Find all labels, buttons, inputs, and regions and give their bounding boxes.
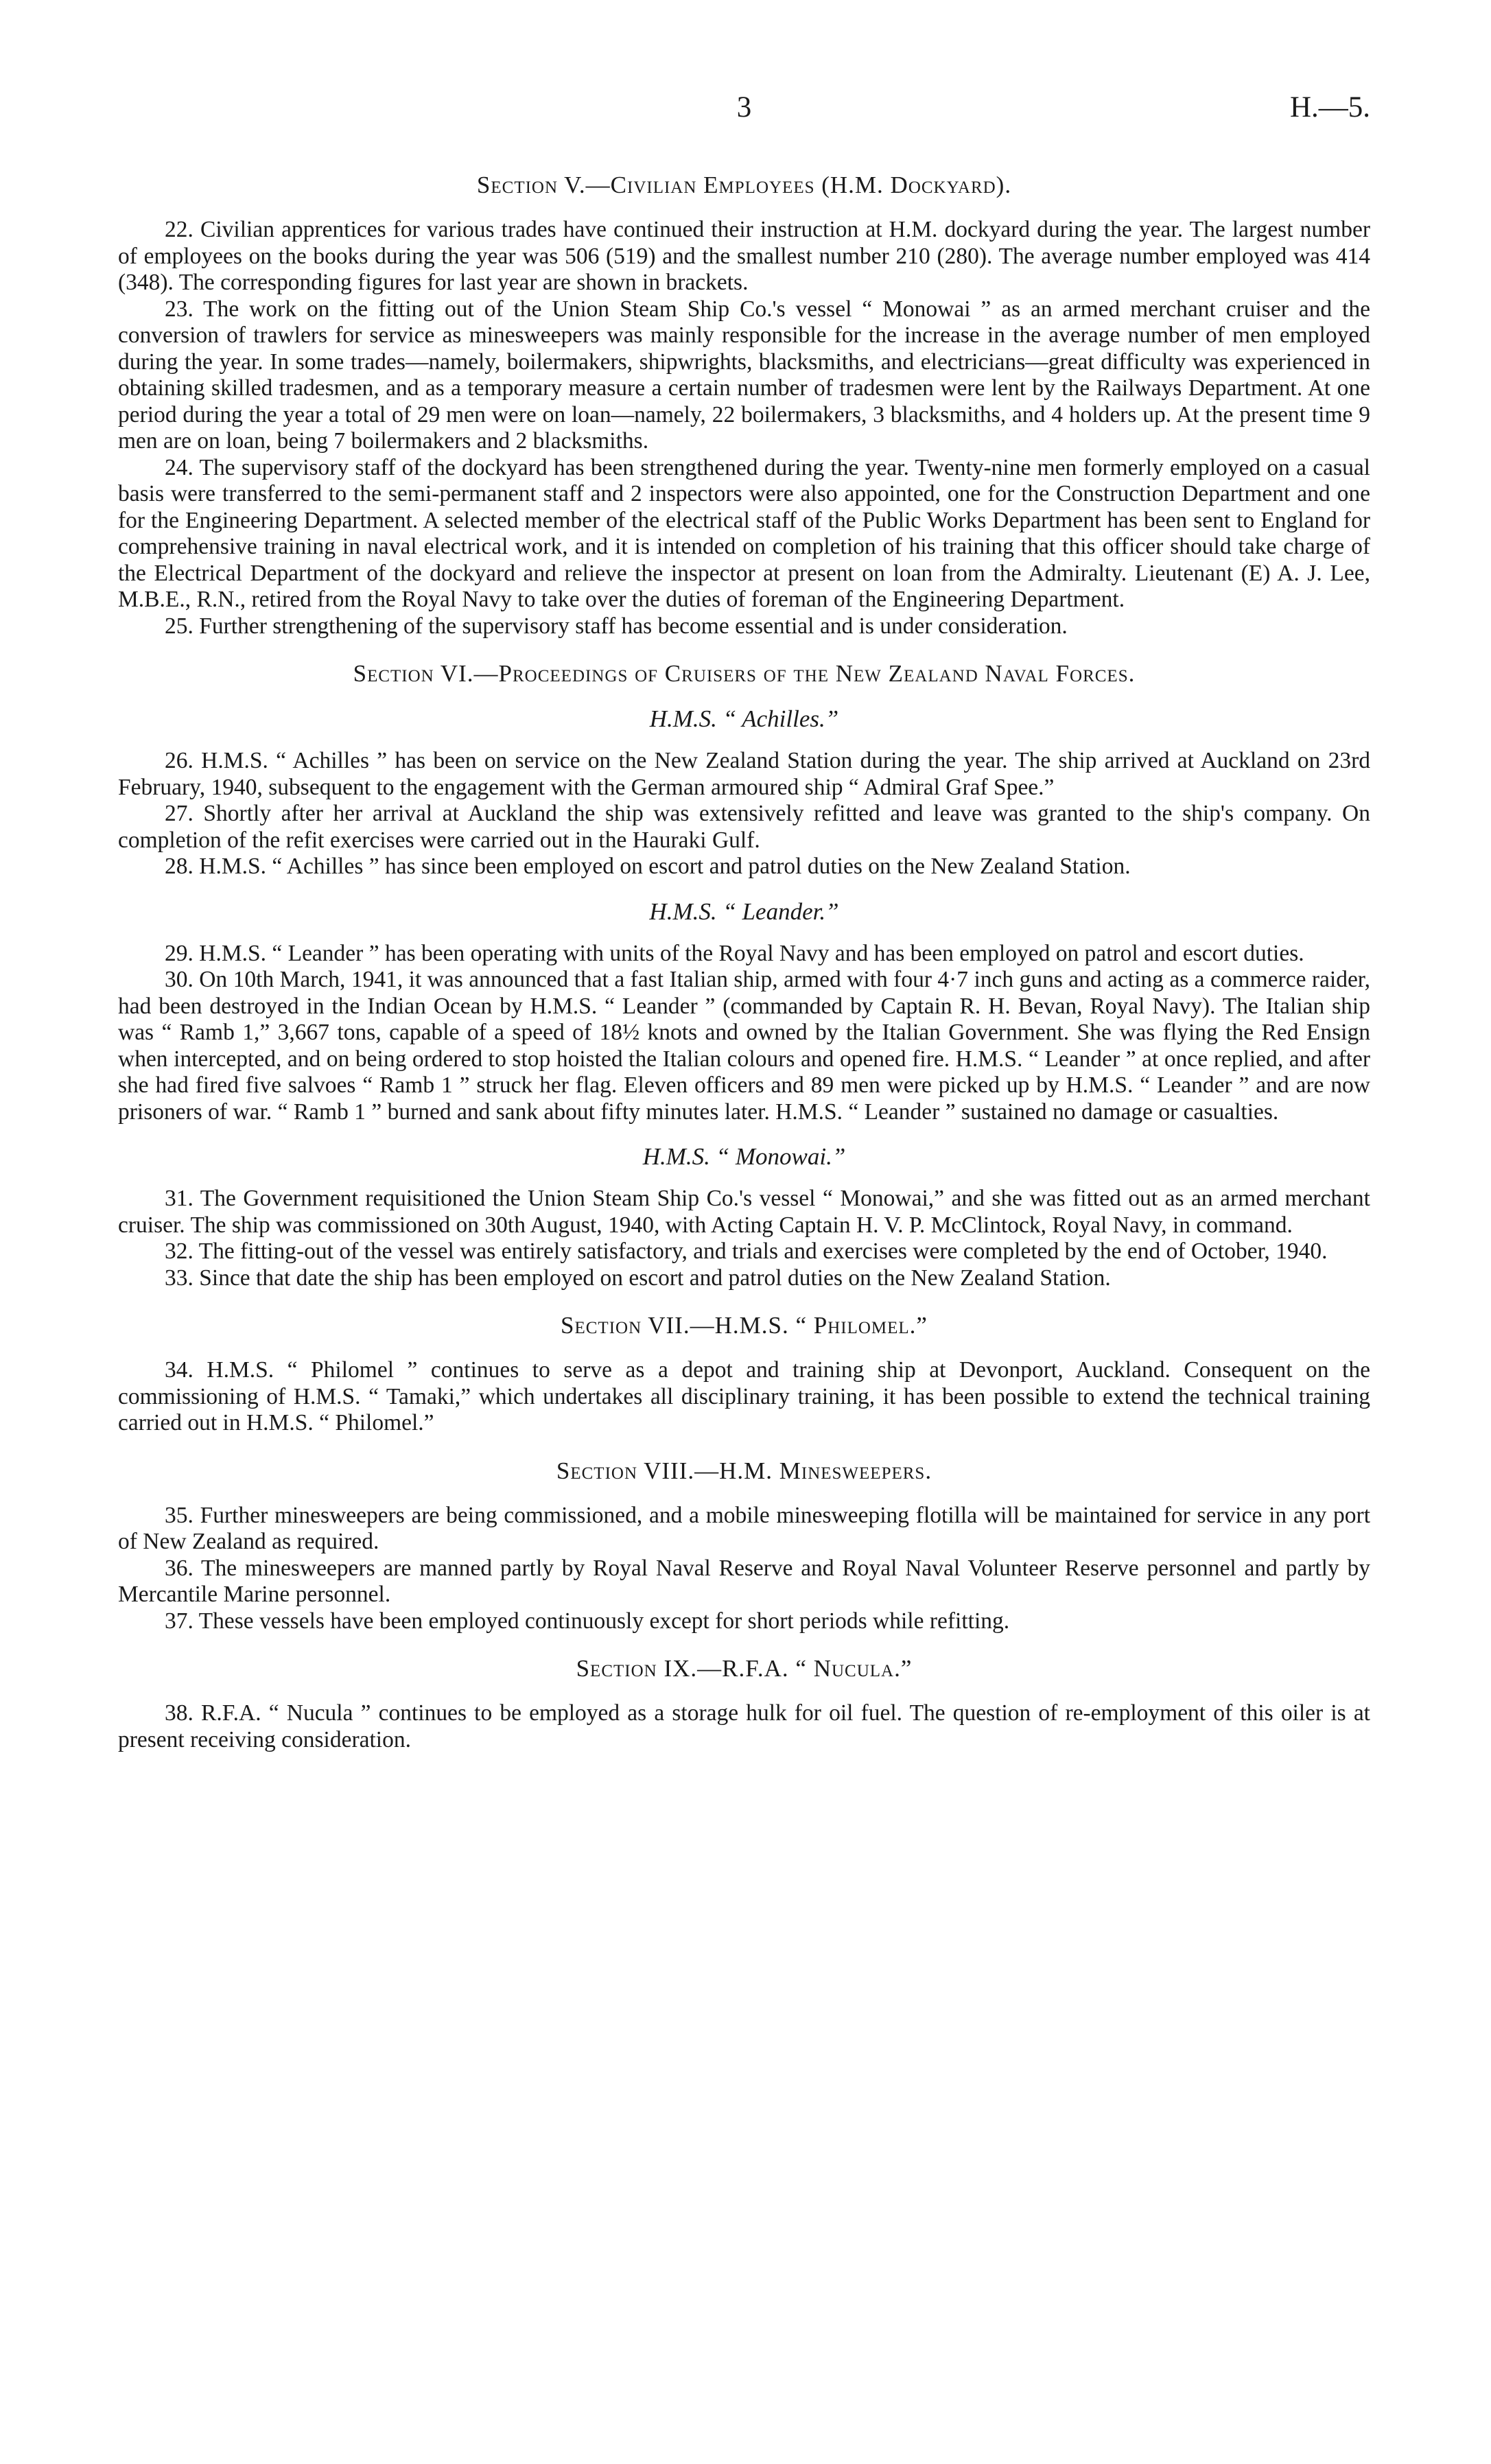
paragraph: 33. Since that date the ship has been employed on escort and patrol duties on the New Zealand Station.: [165, 1265, 1111, 1291]
paragraph: 27. Shortly after her arrival at Auckland the ship was extensively refitted and leave was granted to the ship's company. On completion of the refit exercises were carried out in the Hauraki Gulf.: [118, 801, 1370, 853]
paragraph: 32. The fitting-out of the vessel was entirely satisfactory, and trials and exercises were completed by the end of October, 1940.: [165, 1239, 1328, 1264]
paragraph: 36. The minesweepers are manned partly by Royal Naval Reserve and Royal Naval Volunteer Reserve personnel and partly by Mercantile Marine personnel.: [118, 1555, 1370, 1607]
section-heading: Section VII.—H.M.S. “ Philomel.”: [561, 1312, 928, 1339]
paragraph: 34. H.M.S. “ Philomel ” continues to serve as a depot and training ship at Devonport, Auckland. Consequent on the commissioning of H.M.S. “ Tamaki,” which undertakes all disciplinary training, it has been possible to extend the technical training carried out in H.M.S. “ Philomel.”: [118, 1357, 1370, 1435]
paragraph: 38. R.F.A. “ Nucula ” continues to be employed as a storage hulk for oil fuel. The question of re-employment of this oiler is at present receiving consideration.: [118, 1700, 1370, 1752]
page-number: 3: [736, 91, 752, 124]
paragraph: 30. On 10th March, 1941, it was announced that a fast Italian ship, armed with four 4·7 inch guns and acting as a commerce raider, had been destroyed in the Indian Ocean by H.M.S. “ Leander ” (commanded by Captain R. H. Bevan, Royal Navy). The Italian ship was “ Ramb 1,” 3,667 tons, capable of a speed of 18½ knots and owned by the Italian Government. She was flying the Red Ensign when intercepted, and on being ordered to stop hoisted the Italian colours and opened fire. H.M.S. “ Leander ” at once replied, and after she had fired five salvoes “ Ramb 1 ” struck her flag. Eleven officers and 89 men were picked up by H.M.S. “ Leander ” and are now prisoners of war. “ Ramb 1 ” burned and sank about fifty minutes later. H.M.S. “ Leander ” sustained no damage or casualties.: [118, 967, 1370, 1125]
paragraph: 25. Further strengthening of the supervisory staff has become essential and is under consideration.: [165, 613, 1068, 639]
paragraph: 35. Further minesweepers are being commissioned, and a mobile minesweeping flotilla will be maintained for service in any port of New Zealand as required.: [118, 1502, 1370, 1554]
paragraph: 31. The Government requisitioned the Union Steam Ship Co.'s vessel “ Monowai,” and she was fitted out as an armed merchant cruiser. The ship was commissioned on 30th August, 1940, with Acting Captain H. V. P. McClintock, Royal Navy, in command.: [118, 1186, 1370, 1238]
document-page: [118, 0, 1370, 1753]
ship-subheading: H.M.S. “ Leander.”: [649, 897, 839, 925]
paragraph: 26. H.M.S. “ Achilles ” has been on service on the New Zealand Station during the year. The ship arrived at Auckland on 23rd February, 1940, subsequent to the engagement with the German armoured ship “ Admiral Graf Spee.”: [118, 748, 1370, 800]
paragraph: 37. These vessels have been employed continuously except for short periods while refitting.: [165, 1608, 1010, 1634]
section-heading: Section VIII.—H.M. Minesweepers.: [556, 1457, 932, 1484]
paragraph: 28. H.M.S. “ Achilles ” has since been employed on escort and patrol duties on the New Zealand Station.: [165, 854, 1131, 879]
paragraph: 24. The supervisory staff of the dockyard has been strengthened during the year. Twenty-nine men formerly employed on a casual basis were transferred to the semi-permanent staff and 2 inspectors were also appointed, one for the Construction Department and one for the Engineering Department. A selected member of the electrical staff of the Public Works Department has been sent to England for comprehensive training in naval electrical work, and it is intended on completion of his training that this officer should take charge of the Electrical Department of the dockyard and relieve the inspector at present on loan from the Admiralty. Lieutenant (E) A. J. Lee, M.B.E., R.N., retired from the Royal Navy to take over the duties of foreman of the Engineering Department.: [118, 454, 1370, 612]
section-heading: Section IX.—R.F.A. “ Nucula.”: [576, 1655, 913, 1682]
page-header: [118, 0, 1370, 172]
document-code: H.—5.: [1289, 91, 1370, 124]
ship-subheading: H.M.S. “ Achilles.”: [649, 705, 839, 732]
ship-subheading: H.M.S. “ Monowai.”: [642, 1143, 846, 1170]
section-heading: Section VI.—Proceedings of Cruisers of the New Zealand Naval Forces.: [353, 660, 1136, 687]
paragraph: 22. Civilian apprentices for various trades have continued their instruction at H.M. dockyard during the year. The largest number of employees on the books during the year was 506 (519) and the smallest number 210 (280). The average number employed was 414 (348). The corresponding figures for last year are shown in brackets.: [118, 217, 1370, 295]
paragraph: 29. H.M.S. “ Leander ” has been operating with units of the Royal Navy and has been employed on patrol and escort duties.: [165, 940, 1304, 966]
paragraph: 23. The work on the fitting out of the Union Steam Ship Co.'s vessel “ Monowai ” as an armed merchant cruiser and the conversion of trawlers for service as minesweepers was mainly responsible for the increase in the average number of men employed during the year. In some trades—namely, boilermakers, shipwrights, blacksmiths, and electricians—great difficulty was experienced in obtaining skilled tradesmen, and as a temporary measure a certain number of tradesmen were lent by the Railways Department. At one period during the year a total of 29 men were on loan—namely, 22 boilermakers, 3 blacksmiths, and 4 holders up. At the present time 9 men are on loan, being 7 boilermakers and 2 blacksmiths.: [118, 296, 1370, 454]
section-heading: Section V.—Civilian Employees (H.M. Dockyard).: [476, 172, 1012, 198]
